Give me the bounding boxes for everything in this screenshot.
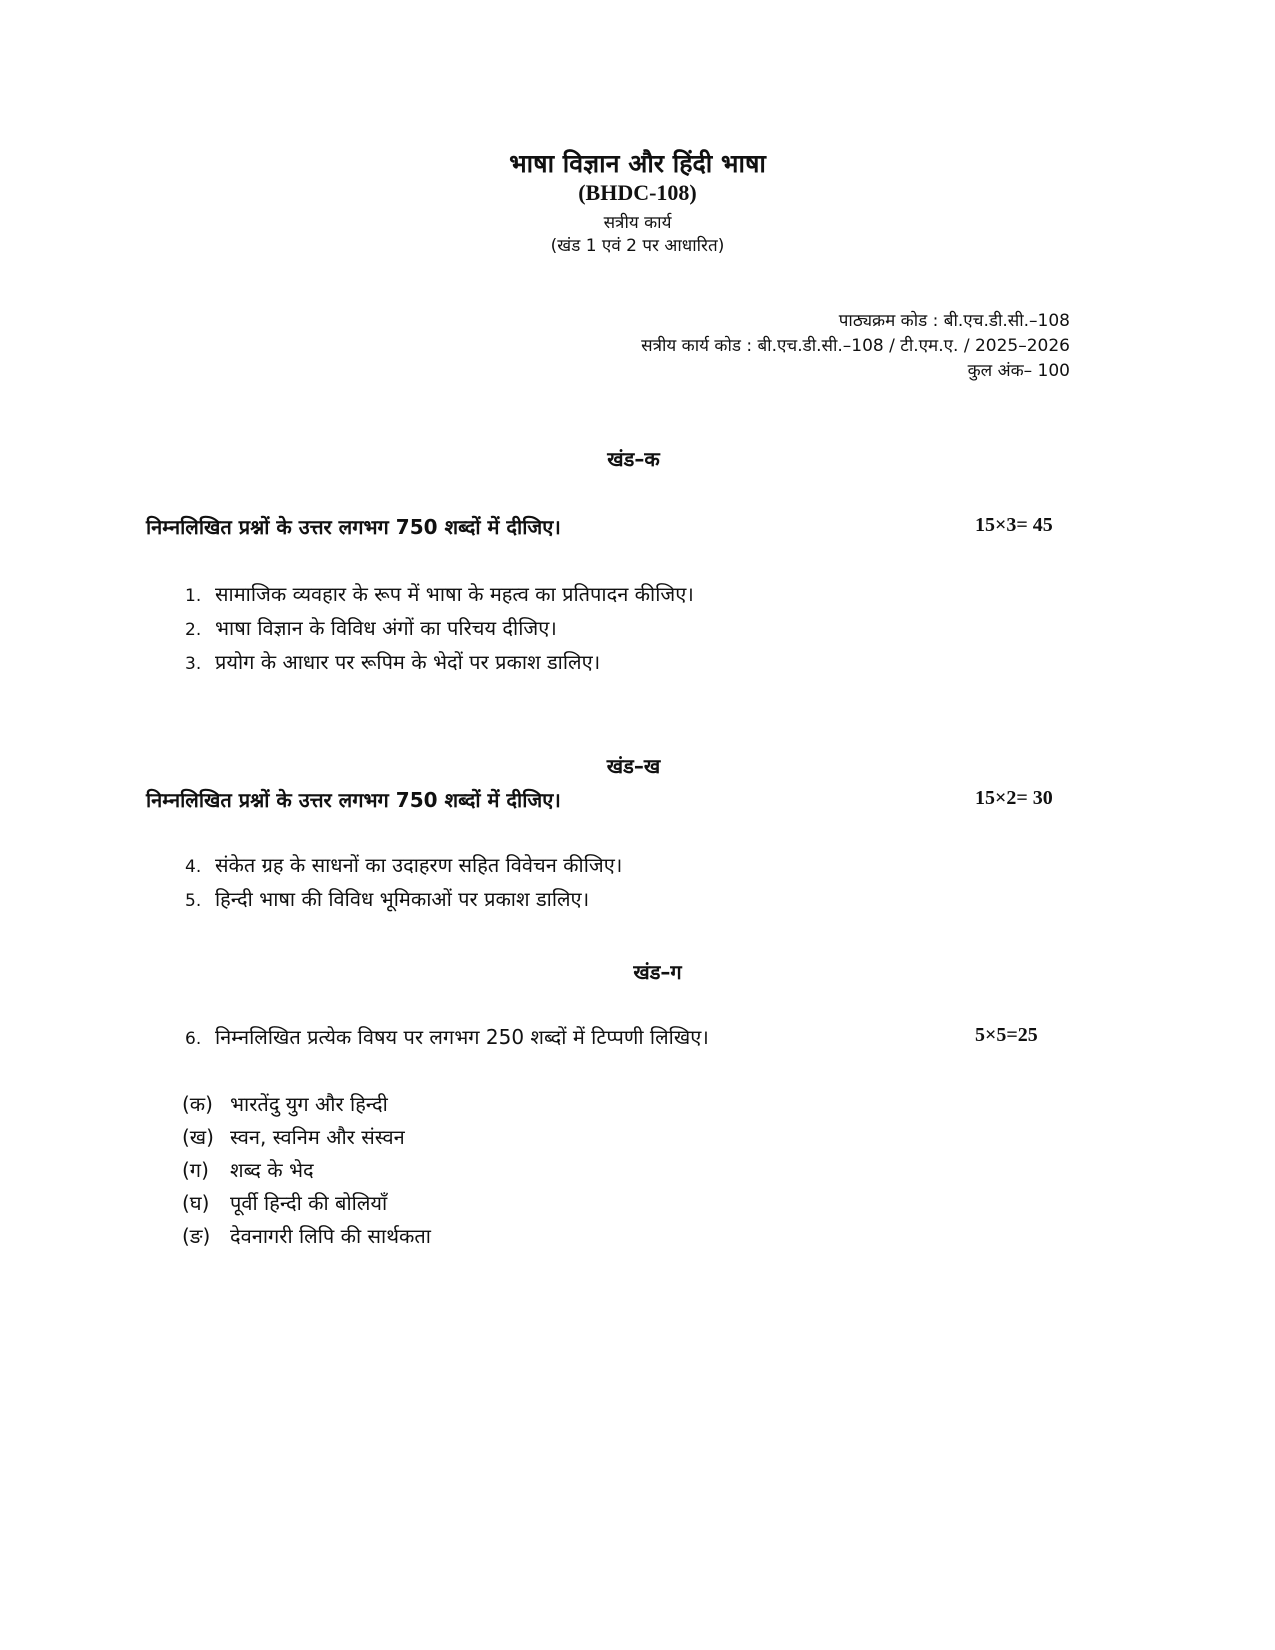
document-title: भाषा विज्ञान और हिंदी भाषा <box>509 149 766 178</box>
sub-item-nga <box>182 1222 431 1249</box>
sub-item-text: शब्द के भेद <box>230 1158 314 1182</box>
question-2 <box>185 614 557 641</box>
question-text: भाषा विज्ञान के विविध अंगों का परिचय दीजिए। <box>215 616 557 640</box>
sub-item-text: पूर्वी हिन्दी की बोलियाँ <box>230 1191 388 1215</box>
question-number: 5. <box>185 891 202 911</box>
question-number: 6. <box>185 1029 202 1049</box>
section-b-instruction: निम्नलिखित प्रश्नों के उत्तर लगभग 750 शब्दों में दीजिए। <box>146 788 561 812</box>
section-a-marks: 15×3= 45 <box>975 514 1053 536</box>
question-text: संकेत ग्रह के साधनों का उदाहरण सहित विवेचन कीजिए। <box>215 853 623 877</box>
question-text: निम्नलिखित प्रत्येक विषय पर लगभग 250 शब्दों में टिप्पणी लिखिए। <box>215 1025 709 1049</box>
sub-item-label: (ङ) <box>182 1224 211 1248</box>
assignment-code-line: सत्रीय कार्य कोड : बी.एच.डी.सी.–108 / टी.एम.ए. / 2025–2026 <box>641 336 1070 356</box>
sub-item-text: स्वन, स्वनिम और संस्वन <box>230 1125 405 1149</box>
sub-item-ga <box>182 1156 314 1183</box>
question-6 <box>185 1023 709 1050</box>
section-a-instruction: निम्नलिखित प्रश्नों के उत्तर लगभग 750 शब्दों में दीजिए। <box>146 515 561 539</box>
question-3 <box>185 648 600 675</box>
question-number: 3. <box>185 654 202 674</box>
section-a-heading: खंड–क <box>607 447 660 471</box>
sub-item-label: (घ) <box>182 1191 210 1215</box>
course-code-heading: (BHDC-108) <box>578 180 697 205</box>
question-text: सामाजिक व्यवहार के रूप में भाषा के महत्व का प्रतिपादन कीजिए। <box>215 582 694 606</box>
question-number: 4. <box>185 857 202 877</box>
document-subtitle: सत्रीय कार्य <box>603 213 672 233</box>
question-text: हिन्दी भाषा की विविध भूमिकाओं पर प्रकाश डालिए। <box>215 887 590 911</box>
section-b-heading: खंड–ख <box>606 754 661 778</box>
question-5 <box>185 885 589 912</box>
total-marks-line: कुल अंक– 100 <box>967 361 1070 381</box>
section-c-marks: 5×5=25 <box>975 1024 1038 1046</box>
section-c-heading: खंड–ग <box>633 960 682 984</box>
sub-item-label: (ग) <box>182 1158 209 1182</box>
sub-item-gha <box>182 1189 387 1216</box>
sub-item-kha <box>182 1123 405 1150</box>
section-b-marks: 15×2= 30 <box>975 787 1053 809</box>
sub-item-ka <box>182 1090 388 1117</box>
based-on-note: (खंड 1 एवं 2 पर आधारित) <box>550 236 725 256</box>
sub-item-text: भारतेंदु युग और हिन्दी <box>230 1092 388 1116</box>
question-1 <box>185 580 694 607</box>
course-code-line: पाठ्यक्रम कोड : बी.एच.डी.सी.–108 <box>838 311 1070 331</box>
question-4 <box>185 851 622 878</box>
question-number: 2. <box>185 620 202 640</box>
sub-item-text: देवनागरी लिपि की सार्थकता <box>230 1224 431 1248</box>
question-text: प्रयोग के आधार पर रूपिम के भेदों पर प्रकाश डालिए। <box>215 650 601 674</box>
question-number: 1. <box>185 586 202 606</box>
sub-item-label: (ख) <box>182 1125 214 1149</box>
sub-item-label: (क) <box>182 1092 213 1116</box>
